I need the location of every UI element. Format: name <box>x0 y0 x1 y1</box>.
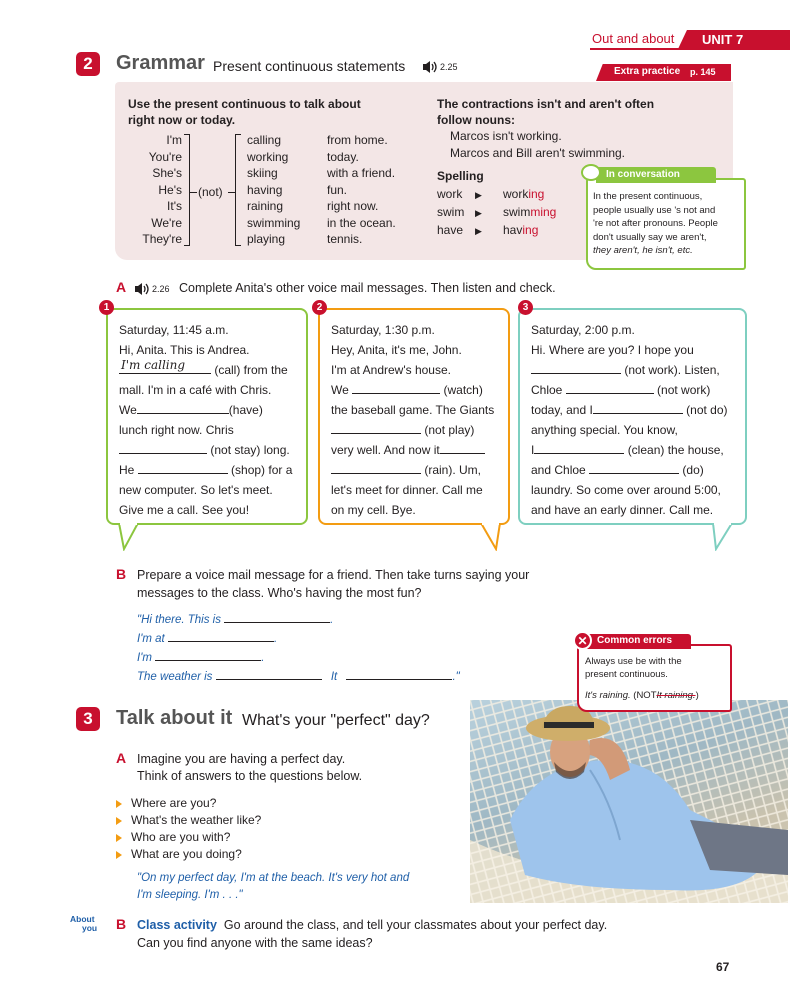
complement: fun. <box>327 182 348 197</box>
header-bar <box>590 30 790 52</box>
left-bracket <box>184 134 190 246</box>
common-errors-example: It's raining. (NOTIt raining.) <box>585 690 699 701</box>
spelling-row <box>437 222 538 239</box>
bubble-tail-2 <box>480 523 502 551</box>
complement: right now. <box>327 199 379 213</box>
subject: We're <box>151 215 182 230</box>
answer-blank[interactable] <box>137 402 229 414</box>
bubble-number-3: 3 <box>518 300 533 315</box>
speaker-icon[interactable] <box>422 60 438 74</box>
subjects-column <box>128 132 182 248</box>
answer-blank[interactable] <box>531 362 621 374</box>
spelling-ending: ming <box>530 205 557 219</box>
subject: It's <box>167 199 182 213</box>
talk-subtitle: What's your "perfect" day? <box>242 712 430 729</box>
page-number: 67 <box>716 960 730 974</box>
answer-blank[interactable] <box>589 462 679 474</box>
verb: raining <box>247 199 284 213</box>
talk-a-letter: A <box>116 750 127 766</box>
common-errors-title: Common errors <box>597 635 673 646</box>
contractions-line-2: follow nouns: <box>437 113 515 127</box>
answer-blank[interactable] <box>331 422 421 434</box>
spelling-base: work <box>437 187 463 201</box>
speech-bubble-icon <box>581 164 601 181</box>
right-bracket <box>235 134 241 246</box>
voicemail-bubble-3: Saturday, 2:00 p.m. Hi. Where are you? I hope you (not work). Listen, Chloe (not work) today, and I (not do) anything special. You know, I (clean) the house, and Chloe (do) laundry. So come over around 5:00, and have an early dinner. Call me. <box>518 308 747 525</box>
contraction-example-2: Marcos and Bill aren't swimming. <box>450 146 626 160</box>
bracket-line <box>228 192 235 193</box>
contractions-line-1: The contractions isn't and aren't often <box>437 97 655 111</box>
bubble-tail-3 <box>712 523 734 551</box>
spelling-stem: hav <box>503 223 523 237</box>
template-line-2: I'm at . <box>137 630 277 645</box>
answer-blank[interactable] <box>138 462 228 474</box>
exercise-a-letter: A <box>116 279 127 295</box>
answer-blank[interactable] <box>331 462 421 474</box>
audio-track: 2.26 <box>152 284 170 294</box>
answer-blank[interactable] <box>440 442 485 454</box>
not-label: (not) <box>198 185 223 199</box>
spelling-stem: swim <box>503 205 531 219</box>
answer-blank[interactable]: I'm calling <box>119 362 211 374</box>
audio-track: 2.25 <box>440 62 458 72</box>
subject: He's <box>158 182 182 197</box>
speaker-icon[interactable] <box>134 282 150 296</box>
spelling-stem: work <box>503 187 529 201</box>
subject: I'm <box>166 133 182 147</box>
subject: They're <box>142 232 182 246</box>
answer-blank[interactable] <box>566 382 654 394</box>
list-item: Who are you with? <box>116 829 261 846</box>
complement: today. <box>327 149 359 164</box>
bracket-line <box>190 192 197 193</box>
about-you-label: About you <box>70 914 98 933</box>
bullet-arrow-icon <box>116 851 122 859</box>
verb: calling <box>247 133 282 147</box>
section-title: Out and about <box>592 31 675 46</box>
hammock-photo <box>470 700 788 903</box>
unit-label: UNIT 7 <box>702 32 744 47</box>
verb: playing <box>247 232 286 246</box>
talk-a-text-1: Imagine you are having a perfect day. <box>137 752 346 766</box>
in-conversation-title: In conversation <box>606 169 680 180</box>
answer-blank[interactable] <box>155 649 261 661</box>
talk-b-line-2: Can you find anyone with the same ideas? <box>137 936 373 950</box>
answer-blank[interactable] <box>534 442 624 454</box>
section-number-2: 2 <box>76 52 100 76</box>
grammar-subtitle: Present continuous statements <box>213 58 406 74</box>
spelling-base: swim <box>437 205 465 219</box>
verb: working <box>247 149 289 164</box>
arrow-icon: ▶ <box>475 208 482 218</box>
template-line-1: "Hi there. This is . <box>137 611 333 626</box>
bullet-arrow-icon <box>116 817 122 825</box>
in-conversation-text: In the present continuous, people usually use 's not and 're not after pronouns. People don't usually say we aren't, they aren't, he isn't, etc. <box>593 191 718 256</box>
exercise-b-instruction-2: messages to the class. Who's having the most fun? <box>137 586 422 600</box>
spelling-base: have <box>437 223 464 237</box>
verbs-column <box>247 132 300 248</box>
answer-blank[interactable] <box>224 611 330 623</box>
voicemail-bubble-1: Saturday, 11:45 a.m. Hi, Anita. This is Andrea. I'm calling (call) from the mall. I'm in a café with Chris. We (have) lunch right now. Chris (not stay) long. He (shop) for a new computer. So let's meet. Give me a call. See you! <box>106 308 308 525</box>
complement: with a friend. <box>327 166 396 180</box>
spelling-ending: ing <box>522 223 539 237</box>
bubble-number-2: 2 <box>312 300 327 315</box>
error-x-icon: ✕ <box>573 631 592 650</box>
grammar-intro-2: right now or today. <box>128 113 236 127</box>
talk-example: "On my perfect day, I'm at the beach. It's very hot and I'm sleeping. I'm . . ." <box>137 872 410 901</box>
subject: You're <box>148 149 182 164</box>
verb: swimming <box>247 215 301 230</box>
complement: from home. <box>327 133 388 147</box>
template-line-4: The weather is It ." <box>137 668 460 683</box>
answer-blank[interactable] <box>216 668 322 680</box>
answer-blank[interactable] <box>119 442 207 454</box>
extra-practice-label: Extra practice <box>614 66 681 77</box>
section-number-3: 3 <box>76 707 100 731</box>
arrow-icon: ▶ <box>475 190 482 200</box>
spelling-ending: ing <box>528 187 545 201</box>
exercise-b-letter: B <box>116 566 127 582</box>
verb: having <box>247 182 283 197</box>
common-errors-text: Always use be with the present continuous. <box>585 656 682 680</box>
spelling-row <box>437 204 556 221</box>
complement: in the ocean. <box>327 215 396 230</box>
grammar-title: Grammar <box>116 52 205 74</box>
spelling-title: Spelling <box>437 169 484 183</box>
bubble-tail-1 <box>118 523 140 551</box>
question-list <box>116 795 261 863</box>
arrow-icon: ▶ <box>475 226 482 236</box>
list-item: Where are you? <box>116 795 261 812</box>
exercise-b-instruction-1: Prepare a voice mail message for a friend. Then take turns saying your <box>137 568 530 582</box>
bullet-arrow-icon <box>116 834 122 842</box>
answer-blank[interactable] <box>346 668 452 680</box>
subject: She's <box>152 166 182 180</box>
contraction-example-1: Marcos isn't working. <box>450 129 562 143</box>
bubble-number-1: 1 <box>99 300 114 315</box>
talk-title: Talk about it <box>116 707 233 729</box>
exercise-a-instruction: Complete Anita's other voice mail messages. Then listen and check. <box>179 281 556 295</box>
bullet-arrow-icon <box>116 800 122 808</box>
talk-b-letter: B <box>116 916 127 932</box>
answer-blank[interactable] <box>352 382 440 394</box>
spelling-row <box>437 186 544 203</box>
verb: skiing <box>247 166 278 180</box>
list-item: What's the weather like? <box>116 812 261 829</box>
answer-blank[interactable] <box>593 402 683 414</box>
complements-column <box>327 132 396 248</box>
extra-practice-page: p. 145 <box>690 67 716 77</box>
grammar-intro-1: Use the present continuous to talk about <box>128 97 361 111</box>
talk-b-line-1: Class activity Go around the class, and tell your classmates about your perfect day. <box>137 918 608 932</box>
complement: tennis. <box>327 232 363 246</box>
talk-a-text-2: Think of answers to the questions below. <box>137 769 363 783</box>
list-item: What are you doing? <box>116 846 261 863</box>
voicemail-bubble-2: Saturday, 1:30 p.m. Hey, Anita, it's me, John. I'm at Andrew's house. We (watch) the baseball game. The Giants (not play) very well. And now it (rain). Um, let's meet for dinner. Call me on my cell. Bye. <box>318 308 510 525</box>
template-line-3: I'm . <box>137 649 264 664</box>
answer-blank[interactable] <box>168 630 274 642</box>
